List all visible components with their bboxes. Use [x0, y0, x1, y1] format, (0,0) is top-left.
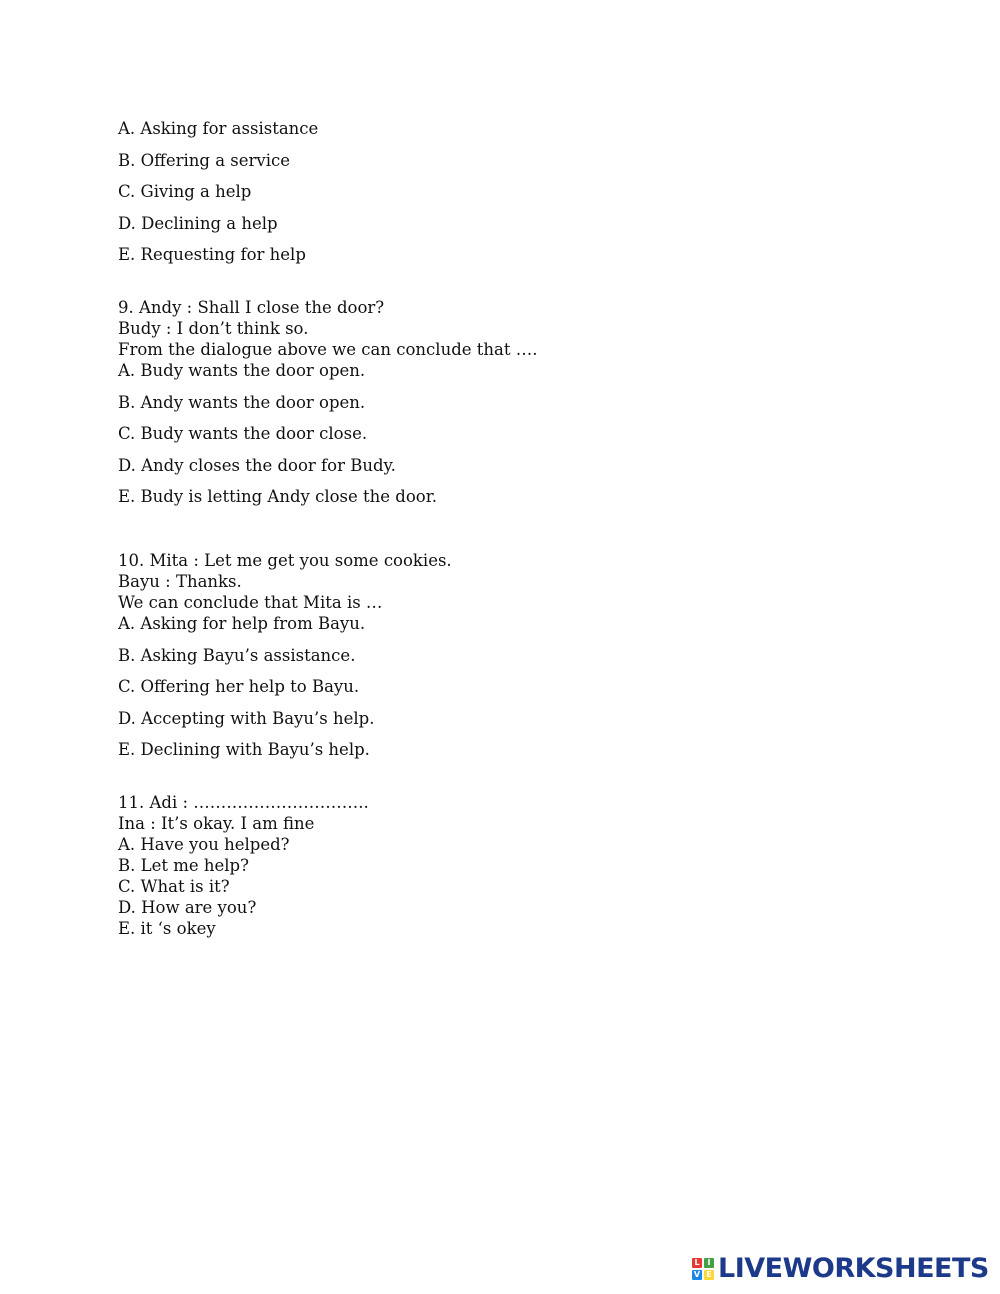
- question-9-option-e: E. Budy is letting Andy close the door.: [118, 487, 438, 506]
- liveworksheets-logo: [692, 1255, 989, 1283]
- option-e: E. Requesting for help: [118, 245, 306, 264]
- question-9-option-d: D. Andy closes the door for Budy.: [118, 456, 396, 475]
- question-11-prompt: 11. Adi : …………………………..: [118, 793, 369, 812]
- question-10-option-d: D. Accepting with Bayu’s help.: [118, 709, 375, 728]
- logo-mark-icon: [692, 1258, 714, 1280]
- logo-mark-tile: E: [704, 1270, 714, 1280]
- option-b: B. Offering a service: [118, 151, 291, 170]
- question-10-prompt: 10. Mita : Let me get you some cookies.: [118, 551, 452, 570]
- question-10-line2: Bayu : Thanks.: [118, 572, 242, 591]
- question-11-option-d: D. How are you?: [118, 898, 257, 917]
- question-11-option-a: A. Have you helped?: [118, 835, 290, 854]
- question-11-option-c: C. What is it?: [118, 877, 230, 896]
- question-11-option-b: B. Let me help?: [118, 856, 249, 875]
- logo-mark-tile: I: [704, 1258, 714, 1268]
- question-10-option-e: E. Declining with Bayu’s help.: [118, 740, 370, 759]
- question-10-option-b: B. Asking Bayu’s assistance.: [118, 646, 356, 665]
- question-9-option-c: C. Budy wants the door close.: [118, 424, 368, 443]
- question-9-line2: Budy : I don’t think so.: [118, 319, 309, 338]
- question-11-option-e: E. it ‘s okey: [118, 919, 216, 938]
- question-9-option-b: B. Andy wants the door open.: [118, 393, 366, 412]
- question-10-option-c: C. Offering her help to Bayu.: [118, 677, 360, 696]
- logo-mark-tile: L: [692, 1258, 702, 1268]
- logo-mark-tile: V: [693, 1270, 701, 1279]
- option-d: D. Declining a help: [118, 214, 278, 233]
- option-c: C. Giving a help: [118, 182, 252, 201]
- question-10-option-a: A. Asking for help from Bayu.: [118, 614, 366, 633]
- option-a: A. Asking for assistance: [118, 119, 319, 138]
- question-9-prompt: 9. Andy : Shall I close the door?: [118, 298, 385, 317]
- question-9-option-a: A. Budy wants the door open.: [118, 361, 366, 380]
- logo-text: LIVEWORKSHEETS: [718, 1253, 989, 1284]
- question-11-line2: Ina : It’s okay. I am fine: [118, 814, 315, 833]
- question-10-line3: We can conclude that Mita is …: [118, 593, 383, 612]
- question-9-line3: From the dialogue above we can conclude that ….: [118, 340, 538, 359]
